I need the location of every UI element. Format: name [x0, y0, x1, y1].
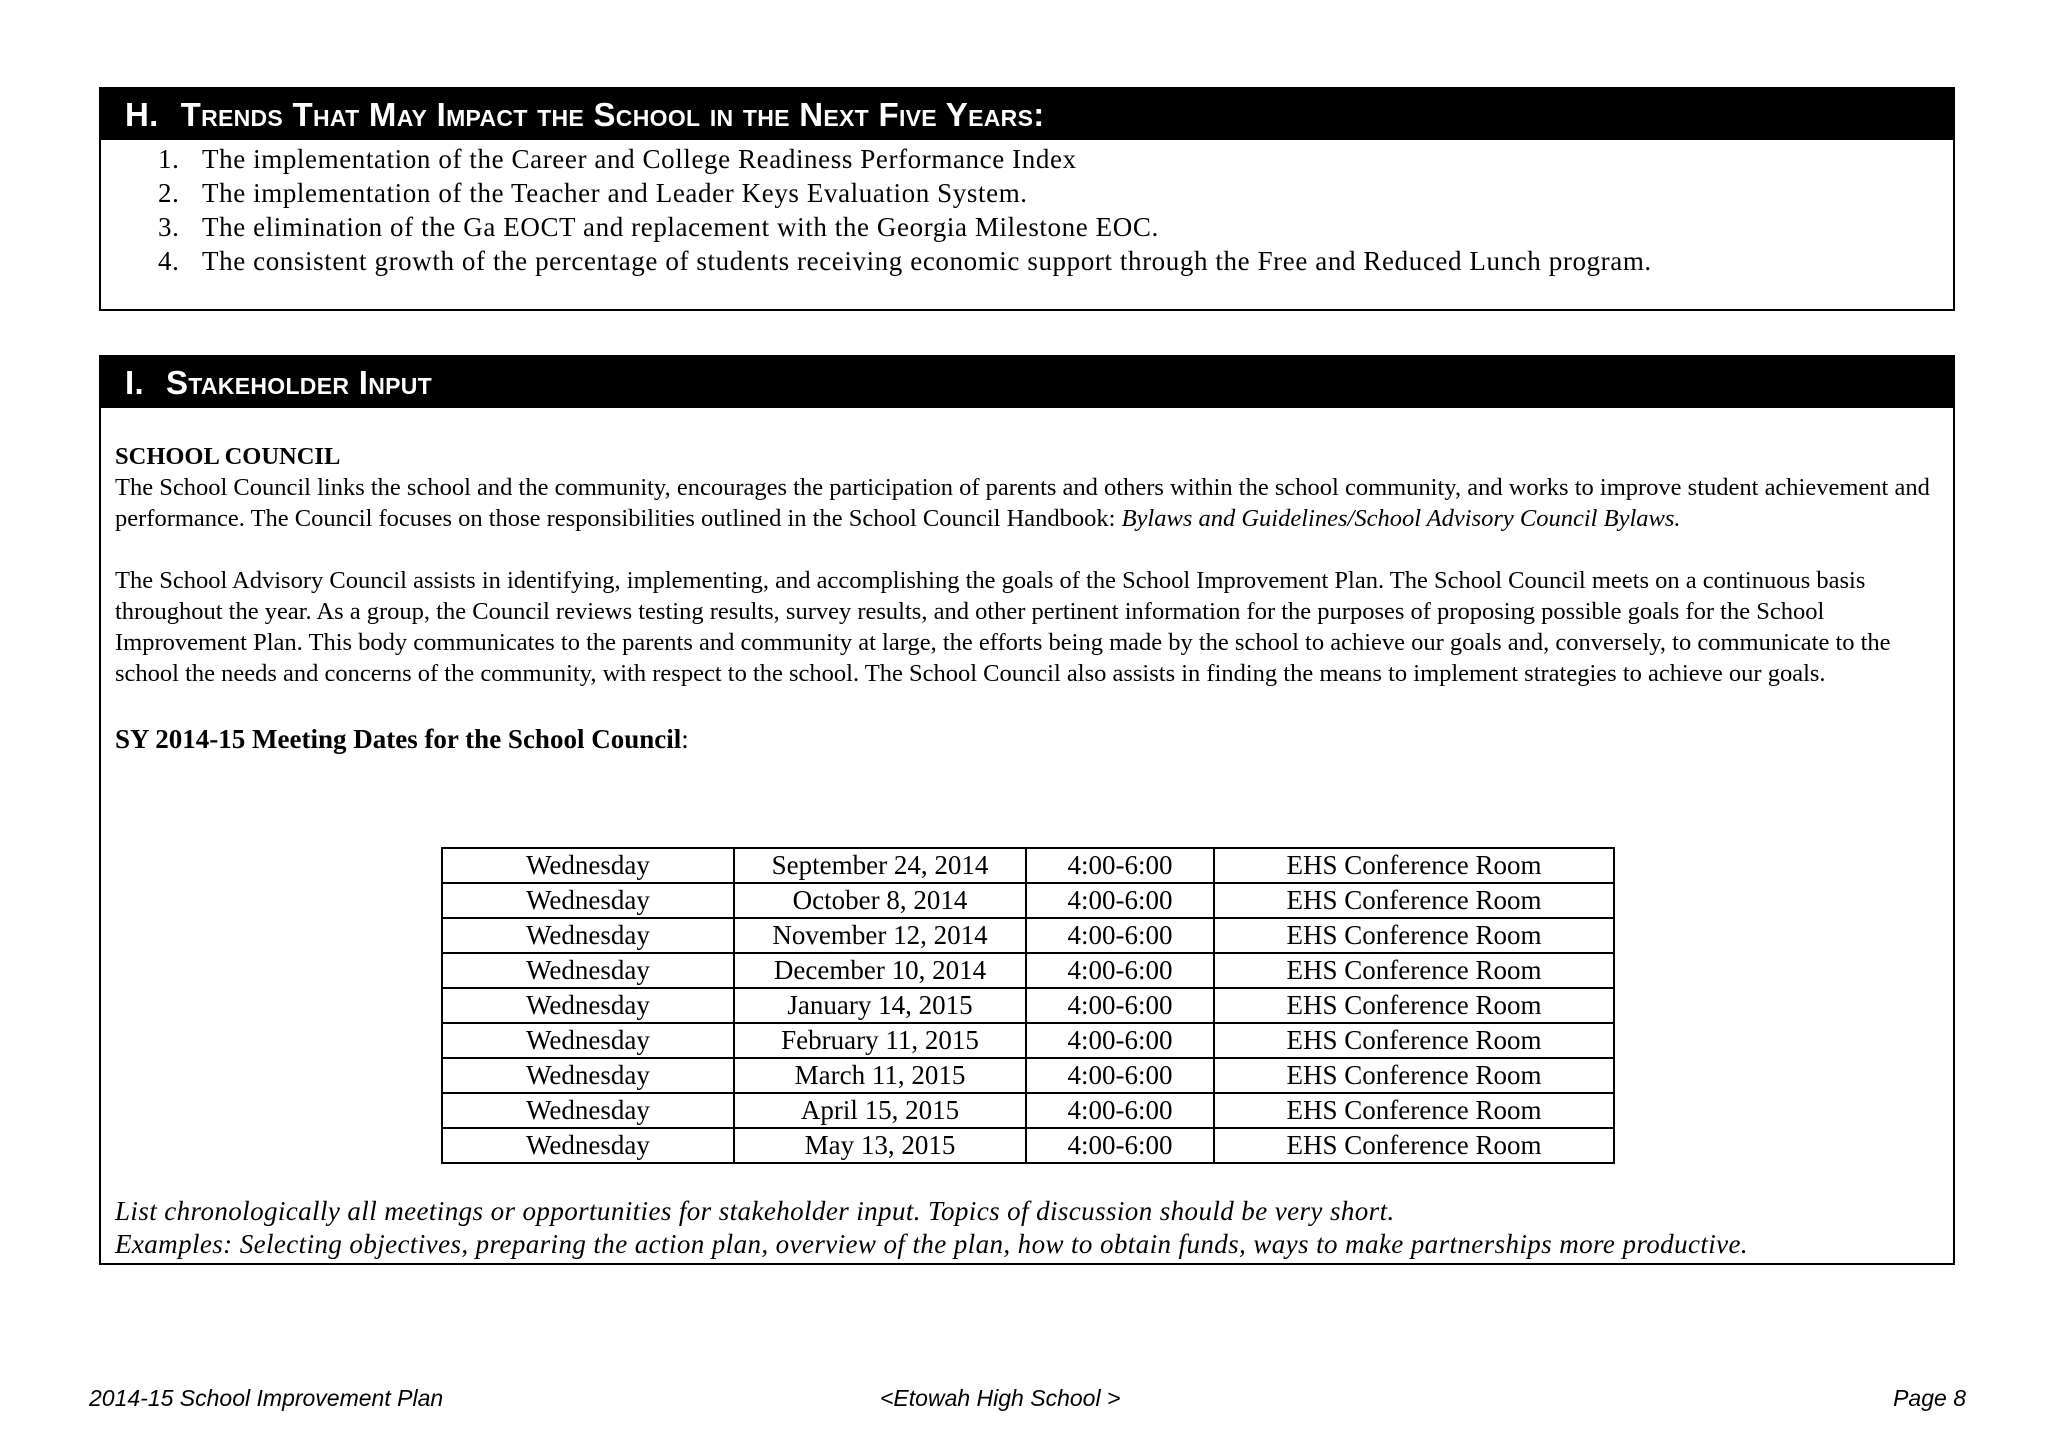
meeting-location: EHS Conference Room: [1214, 1128, 1614, 1163]
section-letter: H.: [125, 96, 159, 133]
table-row: [442, 848, 1614, 883]
meeting-day: Wednesday: [442, 988, 734, 1023]
table-row: [442, 1128, 1614, 1163]
paragraph-text: The School Council links the school and the community, encourages the participation of parents and others within the school community, and works to improve student achievement and performance. The Council focuses on those responsibilities outlined in the School Council Handbook:: [115, 474, 1930, 532]
stakeholder-footnote: [115, 1195, 1748, 1261]
council-paragraph-2: The School Advisory Council assists in identifying, implementing, and accomplishing the goals of the School Improvement Plan. The School Council meets on a continuous basis throughout the year. As a group, the Council reviews testing results, survey results, and other pertinent information for the purposes of proposing possible goals for the School Improvement Plan. This body communicates to the parents and community at large, the efforts being made by the school to achieve our goals and, conversely, to communicate to the school the needs and concerns of the community, with respect to the school. The School Council also assists in finding the means to implement strategies to achieve our goals.: [115, 567, 1891, 687]
list-item: [101, 176, 1953, 210]
meeting-day: Wednesday: [442, 848, 734, 883]
list-item-number: 4.: [158, 246, 180, 276]
stakeholder-body: [101, 408, 1953, 756]
table-row: [442, 953, 1614, 988]
meeting-day: Wednesday: [442, 883, 734, 918]
meeting-time: 4:00-6:00: [1026, 1058, 1214, 1093]
trends-list: [101, 142, 1953, 278]
section-letter: I.: [125, 364, 144, 401]
meeting-time: 4:00-6:00: [1026, 953, 1214, 988]
list-item-text: The implementation of the Teacher and Leader Keys Evaluation System.: [202, 178, 1028, 208]
meeting-time: 4:00-6:00: [1026, 988, 1214, 1023]
footnote-line-2: Examples: Selecting objectives, preparing the action plan, overview of the plan, how to obtain funds, ways to make partnerships more productive.: [115, 1229, 1749, 1259]
handbook-reference: Bylaws and Guidelines/School Advisory Council Bylaws.: [1121, 505, 1681, 532]
list-item: [101, 210, 1953, 244]
meeting-date: December 10, 2014: [734, 953, 1026, 988]
section-title: Stakeholder Input: [165, 364, 433, 401]
meeting-time: 4:00-6:00: [1026, 1093, 1214, 1128]
council-paragraph-1: [115, 472, 1939, 534]
meeting-date: November 12, 2014: [734, 918, 1026, 953]
meeting-dates-heading-text: SY 2014-15 Meeting Dates for the School Council: [115, 724, 682, 754]
meeting-time: 4:00-6:00: [1026, 1023, 1214, 1058]
list-item-text: The elimination of the Ga EOCT and replacement with the Georgia Milestone EOC.: [202, 212, 1159, 242]
meeting-dates-heading: [115, 722, 1939, 756]
section-stakeholder-input: [99, 355, 1955, 1265]
section-stakeholder-header: [101, 357, 1953, 408]
meeting-time: 4:00-6:00: [1026, 848, 1214, 883]
list-item-number: 2.: [158, 178, 180, 208]
table-row: [442, 1058, 1614, 1093]
list-item-number: 1.: [158, 144, 180, 174]
list-item: [101, 244, 1953, 278]
meeting-day: Wednesday: [442, 1093, 734, 1128]
table-row: [442, 883, 1614, 918]
meeting-time: 4:00-6:00: [1026, 918, 1214, 953]
footer-plan-title: 2014-15 School Improvement Plan: [89, 1385, 444, 1411]
section-trends: [99, 87, 1955, 311]
meeting-date: March 11, 2015: [734, 1058, 1026, 1093]
meeting-time: 4:00-6:00: [1026, 883, 1214, 918]
meeting-location: EHS Conference Room: [1214, 1058, 1614, 1093]
table-row: [442, 918, 1614, 953]
meeting-day: Wednesday: [442, 1023, 734, 1058]
list-item: [101, 142, 1953, 176]
meeting-dates-colon: :: [681, 724, 689, 754]
section-trends-header: [101, 89, 1953, 140]
council-heading: SCHOOL COUNCIL: [115, 443, 341, 470]
meeting-location: EHS Conference Room: [1214, 1093, 1614, 1128]
meeting-location: EHS Conference Room: [1214, 1023, 1614, 1058]
meeting-dates-table: [441, 847, 1615, 1164]
meeting-location: EHS Conference Room: [1214, 988, 1614, 1023]
section-title: Trends That May Impact the School in the Next Five Years:: [180, 96, 1045, 133]
meeting-date: September 24, 2014: [734, 848, 1026, 883]
meeting-location: EHS Conference Room: [1214, 953, 1614, 988]
list-item-text: The consistent growth of the percentage of students receiving economic support through the Free and Reduced Lunch program.: [202, 246, 1652, 276]
table-row: [442, 1093, 1614, 1128]
footer-school-name: <Etowah High School >: [880, 1385, 1121, 1411]
meeting-day: Wednesday: [442, 918, 734, 953]
meeting-rows: [442, 848, 1614, 1163]
meeting-location: EHS Conference Room: [1214, 848, 1614, 883]
footnote-line-1: List chronologically all meetings or opportunities for stakeholder input. Topics of discussion should be very short.: [115, 1196, 1395, 1226]
footer-page-number: Page 8: [1893, 1385, 1966, 1411]
meeting-date: January 14, 2015: [734, 988, 1026, 1023]
list-item-text: The implementation of the Career and College Readiness Performance Index: [202, 144, 1077, 174]
meeting-day: Wednesday: [442, 1058, 734, 1093]
meeting-day: Wednesday: [442, 953, 734, 988]
table-row: [442, 1023, 1614, 1058]
meeting-location: EHS Conference Room: [1214, 918, 1614, 953]
meeting-time: 4:00-6:00: [1026, 1128, 1214, 1163]
meeting-date: February 11, 2015: [734, 1023, 1026, 1058]
meeting-date: May 13, 2015: [734, 1128, 1026, 1163]
meeting-date: April 15, 2015: [734, 1093, 1026, 1128]
table-row: [442, 988, 1614, 1023]
meeting-location: EHS Conference Room: [1214, 883, 1614, 918]
meeting-day: Wednesday: [442, 1128, 734, 1163]
meeting-date: October 8, 2014: [734, 883, 1026, 918]
list-item-number: 3.: [158, 212, 180, 242]
